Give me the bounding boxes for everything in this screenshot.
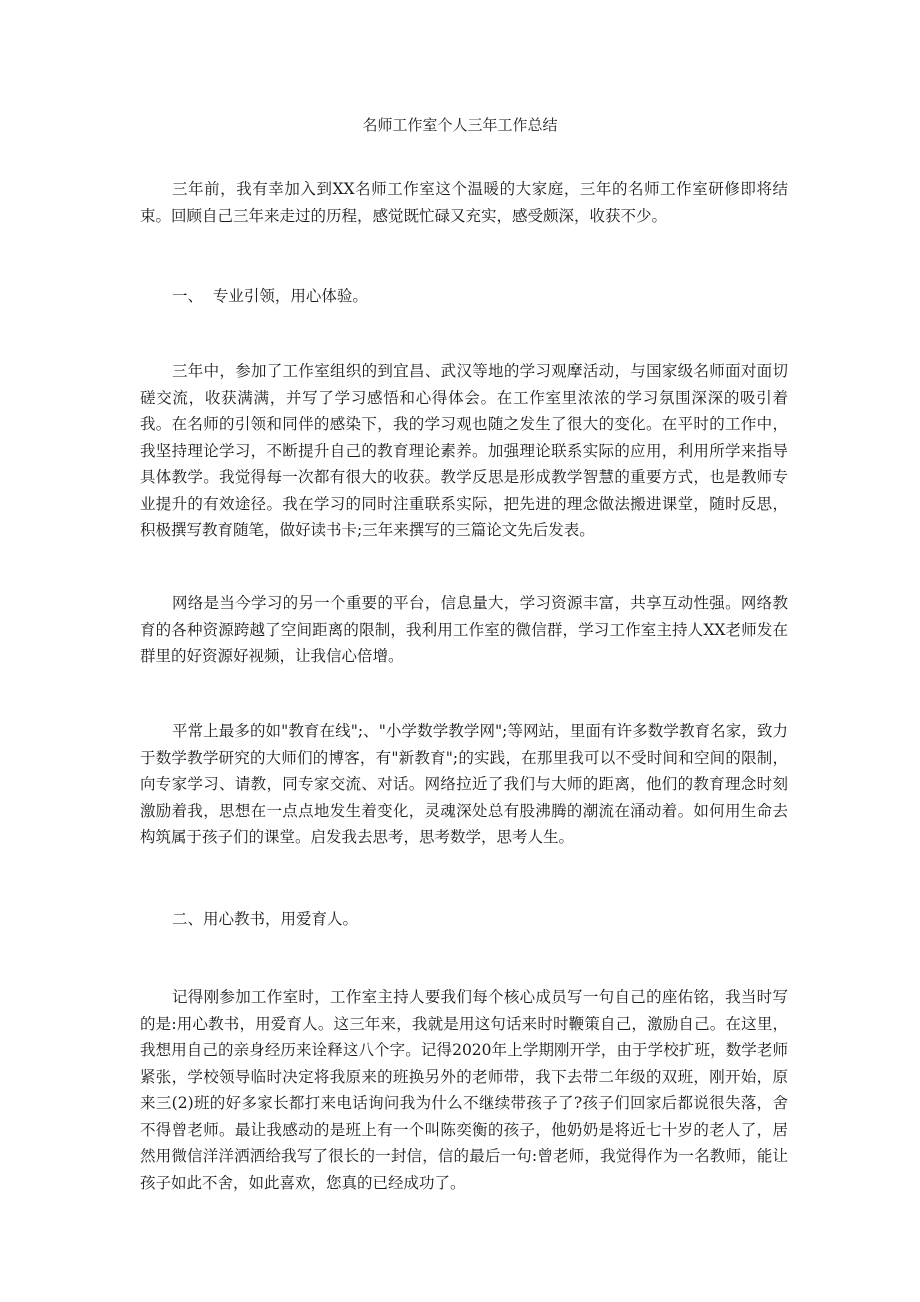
intro-paragraph: 三年前，我有幸加入到XX名师工作室这个温暖的大家庭，三年的名师工作室研修即将结束。回顾自己三年来走过的历程，感觉既忙碌又充实，感受颇深，收获不少。	[140, 180, 788, 225]
section2-heading: 二、用心教书，用爱育人。	[172, 910, 359, 928]
section1-paragraph-1: 三年中，参加了工作室组织的到宜昌、武汉等地的学习观摩活动，与国家级名师面对面切磋交流，收获满满，并写了学习感悟和心得体会。在工作室里浓浓的学习氛围深深的吸引着我。在名师的引领和同伴的感染下，我的学习观也随之发生了很大的变化。在平时的工作中，我坚持理论学习，不断提升自己的教育理论素养。加强理论联系实际的应用，利用所学来指导具体教学。我觉得每一次都有很大的收获。教学反思是形成教学智慧的重要方式，也是教师专业提升的有效途径。我在学习的同时注重联系实际，把先进的理念做法搬进课堂，随时反思，积极撰写教育随笔，做好读书卡;三年来撰写的三篇论文先后发表。	[140, 362, 788, 539]
section1-paragraph-3: 平常上最多的如"教育在线";、"小学数学教学网";等网站，里面有许多数学教育名家，致力于数学教学研究的大师们的博客，有"新教育";的实践，在那里我可以不受时间和空间的限制，向专家学习、请教，同专家交流、对话。网络拉近了我们与大师的距离，他们的教育理念时刻激励着我，思想在一点点地发生着变化，灵魂深处总有股沸腾的潮流在涌动着。如何用生命去构筑属于孩子们的课堂。启发我去思考，思考数学，思考人生。	[140, 722, 788, 846]
section2-paragraph-1: 记得刚参加工作室时，工作室主持人要我们每个核心成员写一句自己的座佑铭，我当时写的是:用心教书，用爱育人。这三年来，我就是用这句话来时时鞭策自己，激励自己。在这里，我想用自己的亲身经历来诠释这八个字。记得2020年上学期刚开学，由于学校扩班，数学老师紧张，学校领导临时决定将我原来的班换另外的老师带，我下去带二年级的双班，刚开始，原来三(2)班的好多家长都打来电话询问我为什么不继续带孩子了?孩子们回家后都说很失落，舍不得曾老师。最让我感动的是班上有一个叫陈奕衡的孩子，他奶奶是将近七十岁的老人了，居然用微信洋洋洒洒给我写了很长的一封信，信的最后一句:曾老师，我觉得作为一名教师，能让孩子如此不舍，如此喜欢，您真的已经成功了。	[140, 988, 788, 1192]
document-title: 名师工作室个人三年工作总结	[362, 116, 558, 134]
section1-heading: 一、 专业引领，用心体验。	[172, 287, 368, 305]
section1-paragraph-2: 网络是当今学习的另一个重要的平台，信息量大，学习资源丰富，共享互动性强。网络教育的各种资源跨越了空间距离的限制，我利用工作室的微信群，学习工作室主持人XX老师发在群里的好资源好视频，让我信心倍增。	[140, 594, 788, 665]
